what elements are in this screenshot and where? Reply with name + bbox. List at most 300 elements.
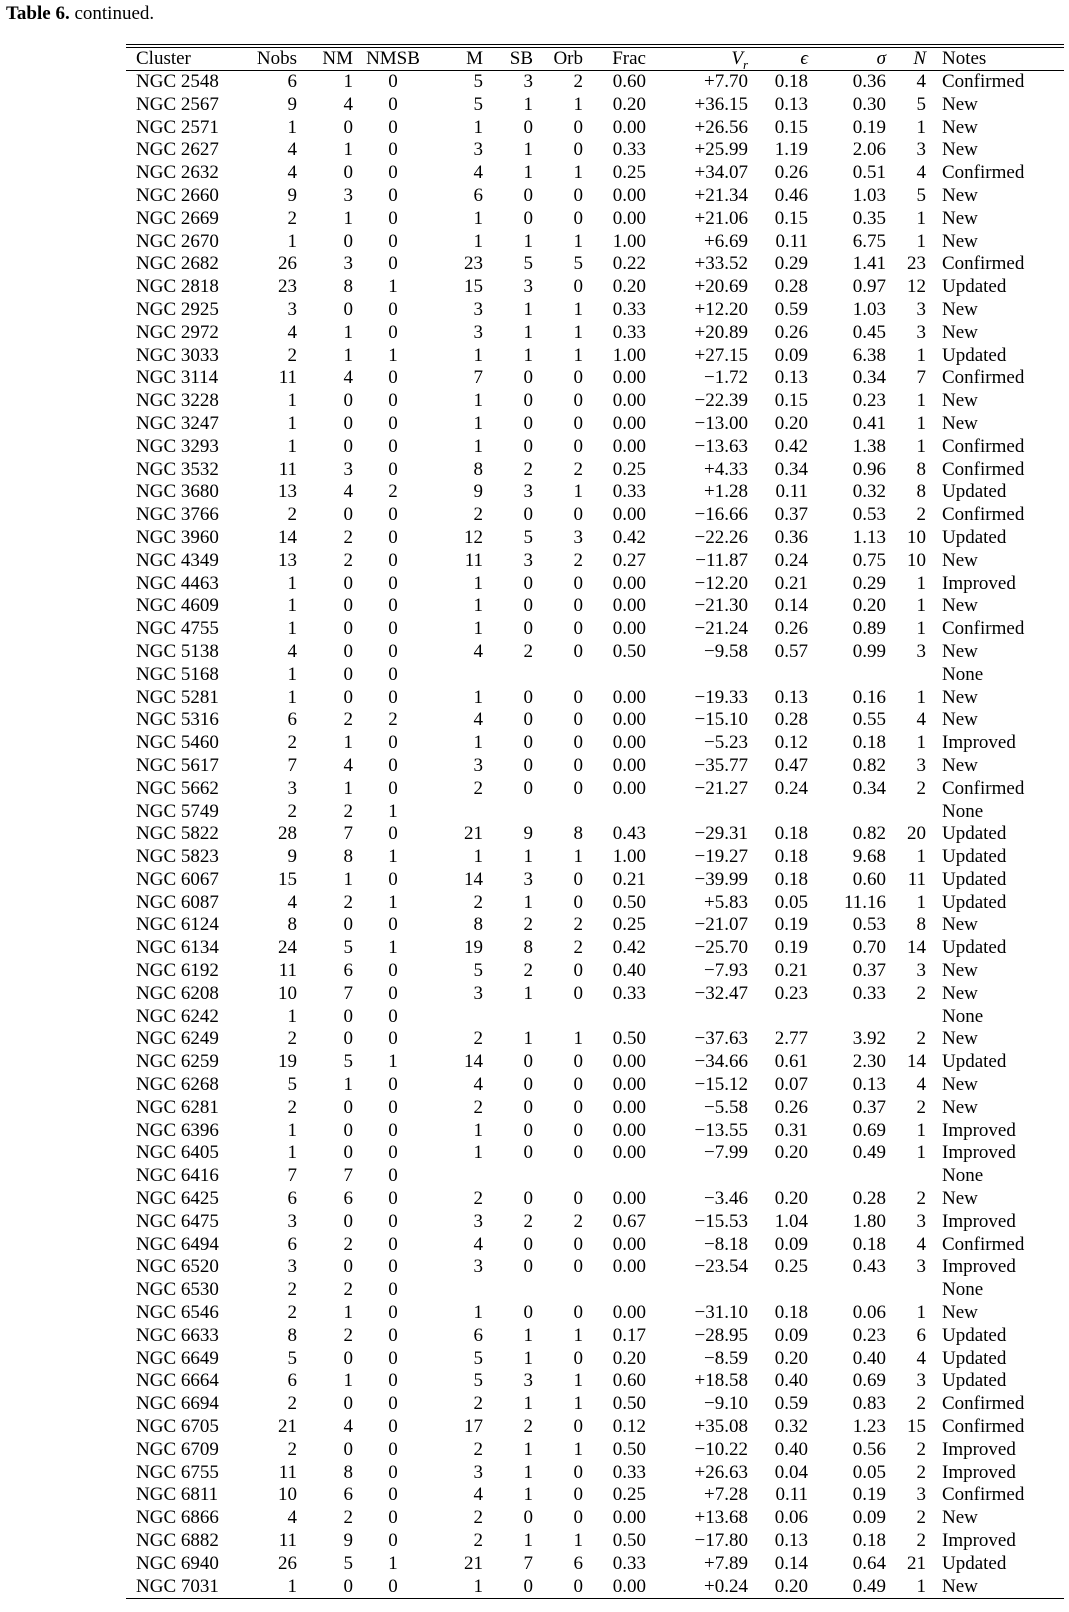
- cell-notes: New: [942, 1096, 978, 1118]
- cell-m: 2: [473, 1393, 483, 1415]
- header-vr: [646, 48, 748, 71]
- cell-orb: 2: [573, 458, 583, 480]
- cell-m: 8: [473, 914, 483, 936]
- cell-vr: −12.20: [694, 572, 748, 594]
- cell-nobs: 1: [287, 1142, 297, 1164]
- cell-frac: 0.00: [612, 754, 646, 776]
- cell-n: 3: [916, 1370, 926, 1392]
- cell-n: 5: [916, 184, 926, 206]
- cell-vr: −28.95: [694, 1324, 748, 1346]
- cell-m: 5: [473, 93, 483, 115]
- cell-epsilon: 0.04: [774, 1461, 808, 1483]
- cell-cluster: NGC 5281: [136, 686, 219, 708]
- cell-sb: 0: [523, 1302, 533, 1324]
- cell-vr: −17.80: [694, 1530, 748, 1551]
- cell-cluster: NGC 6811: [136, 1484, 219, 1506]
- cell-sigma: 0.89: [852, 618, 886, 640]
- cell-sb: 0: [523, 412, 533, 434]
- cell-cluster: NGC 3960: [136, 526, 219, 548]
- cell-nmsb: 0: [388, 1119, 398, 1141]
- cell-cluster: NGC 4755: [136, 618, 219, 640]
- cell-frac: 0.00: [612, 1051, 646, 1073]
- cell-sigma: 0.82: [852, 823, 886, 845]
- table-row: [126, 550, 1064, 573]
- cell-notes: Confirmed: [942, 435, 1025, 457]
- cell-cluster: NGC 6067: [136, 868, 219, 890]
- cell-nm: 0: [343, 1256, 353, 1278]
- cell-orb: 5: [573, 253, 583, 275]
- cell-cluster: NGC 6866: [136, 1507, 219, 1529]
- cell-m: 5: [473, 1370, 483, 1392]
- cell-sb: 0: [523, 709, 533, 731]
- cell-vr: +27.15: [694, 344, 748, 366]
- table-row: [126, 595, 1064, 618]
- cell-orb: 0: [573, 116, 583, 138]
- cell-nmsb: 0: [388, 1484, 398, 1506]
- cell-nm: 8: [343, 1461, 353, 1483]
- cell-notes: New: [942, 230, 978, 252]
- cell-epsilon: 0.21: [774, 572, 808, 594]
- cell-notes: New: [942, 914, 978, 936]
- cell-cluster: NGC 2571: [136, 116, 219, 138]
- cell-nobs: 7: [287, 754, 297, 776]
- cell-nobs: 1: [241, 1576, 297, 1599]
- cell-nm: 0: [343, 640, 353, 662]
- cell-sb: 0: [523, 1096, 533, 1118]
- cell-sigma: 0.37: [852, 1096, 886, 1118]
- cell-epsilon: 0.40: [774, 1370, 808, 1392]
- cell-sb: 0: [523, 595, 533, 617]
- table-row: [126, 1051, 1064, 1074]
- cell-frac: 1.00: [612, 230, 646, 252]
- cell-nm: 0: [343, 116, 353, 138]
- cell-cluster: NGC 6664: [136, 1370, 219, 1392]
- cell-nobs: 1: [287, 663, 297, 685]
- cell-nobs: 2: [287, 732, 297, 754]
- cell-cluster: NGC 5168: [136, 663, 219, 685]
- cell-m: 21: [464, 823, 483, 845]
- cell-nm: 1: [343, 868, 353, 890]
- header-row: [126, 48, 1064, 71]
- cell-nobs: 4: [287, 321, 297, 343]
- cell-epsilon: 0.20: [774, 1347, 808, 1369]
- cell-nm: 0: [343, 1347, 353, 1369]
- cell-epsilon: 0.40: [774, 1438, 808, 1460]
- table-row: [126, 1507, 1064, 1530]
- cell-nm: 4: [343, 1416, 353, 1438]
- cell-notes: Updated: [942, 868, 1007, 890]
- cell-vr: −7.93: [704, 960, 748, 982]
- cell-m: 1: [473, 1119, 483, 1141]
- cell-sigma: 6.38: [852, 344, 886, 366]
- cell-sb: [483, 1165, 533, 1188]
- table-row: [126, 71, 1064, 94]
- cell-notes: New: [942, 1507, 978, 1529]
- cell-sb: 1: [523, 982, 533, 1004]
- cell-frac: 0.00: [612, 184, 646, 206]
- cell-n: 14: [907, 937, 926, 959]
- cell-nmsb: 0: [388, 1393, 398, 1415]
- cell-n: 3: [916, 754, 926, 776]
- cell-orb: 1: [573, 93, 583, 115]
- cell-sb: 2: [523, 1210, 533, 1232]
- cell-nmsb: 0: [388, 1324, 398, 1346]
- cell-m: 2: [473, 1028, 483, 1050]
- header-epsilon: ϵ: [800, 48, 808, 69]
- table-row: [126, 937, 1064, 960]
- cell-orb: 1: [573, 1028, 583, 1050]
- table-row: [126, 345, 1064, 368]
- cell-cluster: NGC 2632: [136, 162, 219, 184]
- cell-orb: 0: [573, 1096, 583, 1118]
- cell-m: 4: [473, 1233, 483, 1255]
- table-row: [126, 253, 1064, 276]
- cell-vr: +21.06: [694, 207, 748, 229]
- cell-orb: 1: [573, 162, 583, 184]
- cell-m: [433, 664, 483, 687]
- cell-epsilon: 0.61: [774, 1051, 808, 1073]
- cell-frac: [583, 1279, 646, 1302]
- table-row: [126, 436, 1064, 459]
- cell-m: [433, 1279, 483, 1302]
- cell-cluster: NGC 5617: [136, 754, 219, 776]
- cell-orb: 0: [573, 412, 583, 434]
- cell-cluster: NGC 6755: [136, 1461, 219, 1483]
- cell-epsilon: 1.04: [774, 1210, 808, 1232]
- cell-sigma: 0.34: [852, 777, 886, 799]
- cell-orb: 0: [573, 640, 583, 662]
- cell-notes: New: [942, 207, 978, 229]
- cell-sb: [483, 1279, 533, 1302]
- cell-frac: 0.25: [612, 1484, 646, 1506]
- cell-nmsb: 1: [388, 937, 398, 959]
- cell-cluster: NGC 3247: [136, 412, 219, 434]
- cell-m: 21: [464, 1552, 483, 1574]
- cell-sigma: 0.43: [852, 1256, 886, 1278]
- cell-n: 14: [907, 1051, 926, 1073]
- table-row: [126, 299, 1064, 322]
- cell-sigma: 6.75: [852, 230, 886, 252]
- cell-notes: Updated: [942, 1324, 1007, 1346]
- cell-m: 6: [473, 1324, 483, 1346]
- cell-cluster: NGC 2670: [136, 230, 219, 252]
- cell-n: 23: [907, 253, 926, 275]
- header-nmsb: NMSB: [366, 48, 420, 69]
- cell-epsilon: 0.31: [774, 1119, 808, 1141]
- cell-orb: 0: [573, 1461, 583, 1483]
- cell-n: 10: [907, 526, 926, 548]
- cell-n: 1: [916, 207, 926, 229]
- cell-sigma: 0.34: [852, 367, 886, 389]
- cell-nmsb: 0: [388, 1165, 398, 1187]
- cell-epsilon: 0.14: [774, 595, 808, 617]
- cell-sigma: 2.30: [852, 1051, 886, 1073]
- cell-nmsb: 0: [388, 1256, 398, 1278]
- cell-m: 7: [473, 367, 483, 389]
- cell-nmsb: 1: [388, 846, 398, 868]
- cell-orb: 0: [573, 1188, 583, 1210]
- cell-nm: 7: [343, 982, 353, 1004]
- cell-nobs: 8: [287, 1324, 297, 1346]
- cell-frac: 0.20: [612, 1347, 646, 1369]
- cell-sb: 1: [523, 1028, 533, 1050]
- cell-sb: [483, 801, 533, 824]
- cell-vr: +13.68: [694, 1507, 748, 1529]
- cell-sigma: 1.23: [852, 1416, 886, 1438]
- cell-vr: +7.70: [704, 71, 748, 92]
- cell-notes: Updated: [942, 846, 1007, 868]
- cell-notes: Confirmed: [942, 253, 1025, 275]
- cell-vr: +33.52: [694, 253, 748, 275]
- cell-vr: −15.53: [694, 1210, 748, 1232]
- header-vr-subscript: r: [742, 56, 748, 72]
- cell-epsilon: 0.11: [775, 481, 808, 503]
- cell-nmsb: 0: [388, 1530, 398, 1551]
- cell-vr: −10.22: [694, 1438, 748, 1460]
- cell-n: 3: [916, 1210, 926, 1232]
- cell-nm: 2: [343, 1324, 353, 1346]
- cell-vr: −8.18: [704, 1233, 748, 1255]
- cell-orb: 2: [573, 549, 583, 571]
- cell-frac: 0.25: [612, 458, 646, 480]
- cell-cluster: NGC 6416: [136, 1165, 219, 1187]
- cell-notes: None: [942, 663, 984, 685]
- cell-nobs: 1: [287, 230, 297, 252]
- cell-cluster: NGC 6192: [136, 960, 219, 982]
- cell-m: 4: [473, 162, 483, 184]
- cell-sb: 0: [523, 116, 533, 138]
- cell-nmsb: 0: [388, 572, 398, 594]
- cell-sigma: [808, 1279, 886, 1302]
- cell-cluster: NGC 3293: [136, 435, 219, 457]
- cell-sb: 7: [523, 1552, 533, 1574]
- cell-vr: −13.63: [694, 435, 748, 457]
- cell-m: 4: [473, 1074, 483, 1096]
- cell-m: 17: [464, 1416, 483, 1438]
- cell-notes: New: [926, 1576, 1064, 1599]
- cell-sigma: 1.03: [852, 298, 886, 320]
- cell-cluster: NGC 2682: [136, 253, 219, 275]
- cell-sb: 0: [523, 572, 533, 594]
- cell-orb: 0: [573, 960, 583, 982]
- cell-sigma: [808, 1006, 886, 1029]
- table-row: [126, 892, 1064, 915]
- cell-sb: 3: [523, 1370, 533, 1392]
- cell-orb: 1: [573, 1393, 583, 1415]
- table-row: [126, 527, 1064, 550]
- cell-m: 1: [473, 1142, 483, 1164]
- cell-notes: Improved: [942, 1142, 1016, 1164]
- cell-frac: 0.00: [612, 367, 646, 389]
- cell-nm: 0: [343, 618, 353, 640]
- cell-n: 3: [916, 960, 926, 982]
- cell-nmsb: 0: [388, 1188, 398, 1210]
- cell-vr: −21.30: [694, 595, 748, 617]
- cell-sb: 8: [523, 937, 533, 959]
- cell-sb: 0: [523, 184, 533, 206]
- cell-m: 2: [473, 1188, 483, 1210]
- cell-nm: 0: [343, 412, 353, 434]
- cell-nmsb: 0: [353, 1576, 433, 1599]
- cell-m: 14: [464, 1051, 483, 1073]
- cell-sigma: 0.19: [852, 1484, 886, 1506]
- cell-frac: 0.00: [612, 1142, 646, 1164]
- cell-frac: 0.17: [612, 1324, 646, 1346]
- cell-nobs: 3: [287, 1210, 297, 1232]
- table-row: [126, 1188, 1064, 1211]
- cell-nobs: 23: [278, 276, 297, 298]
- cell-orb: 0: [573, 868, 583, 890]
- cell-nmsb: 1: [388, 1051, 398, 1073]
- cell-m: 2: [473, 1096, 483, 1118]
- cell-orb: 0: [573, 891, 583, 913]
- cell-sb: 2: [523, 960, 533, 982]
- cell-nm: 6: [343, 960, 353, 982]
- cell-epsilon: 0.21: [774, 960, 808, 982]
- cell-orb: [533, 1006, 583, 1029]
- cell-frac: [583, 1165, 646, 1188]
- cell-nmsb: 0: [388, 1370, 398, 1392]
- cell-n: 1: [916, 732, 926, 754]
- cell-frac: 0.00: [612, 618, 646, 640]
- cell-notes: Updated: [942, 891, 1007, 913]
- cell-notes: Updated: [942, 1347, 1007, 1369]
- cell-notes: Confirmed: [942, 162, 1025, 184]
- cell-frac: 0.00: [612, 572, 646, 594]
- cell-n: 7: [916, 367, 926, 389]
- cell-sigma: 1.03: [852, 184, 886, 206]
- cell-nobs: 2: [287, 1302, 297, 1324]
- cell-m: 1: [473, 686, 483, 708]
- cell-sb: 0: [523, 1233, 533, 1255]
- cell-sb: [483, 1006, 533, 1029]
- cell-vr: +5.83: [704, 891, 748, 913]
- cell-m: 6: [473, 184, 483, 206]
- cell-epsilon: 0.37: [774, 504, 808, 526]
- data-table-container: [126, 44, 1064, 1599]
- cell-notes: Confirmed: [942, 777, 1025, 799]
- cell-n: 2: [916, 1393, 926, 1415]
- table-row: [126, 1302, 1064, 1325]
- cell-nobs: 1: [287, 595, 297, 617]
- cell-sigma: 3.92: [852, 1028, 886, 1050]
- cell-nmsb: 0: [388, 1302, 398, 1324]
- cell-nobs: 14: [278, 526, 297, 548]
- cell-frac: 0.40: [612, 960, 646, 982]
- cell-vr: +36.15: [694, 93, 748, 115]
- cell-nmsb: 0: [388, 754, 398, 776]
- cell-vr: +7.28: [704, 1484, 748, 1506]
- cell-n: 2: [916, 504, 926, 526]
- table-row: [126, 914, 1064, 937]
- table-row: [126, 1028, 1064, 1051]
- header-n: N: [913, 48, 926, 69]
- cell-nmsb: 1: [388, 800, 398, 822]
- cell-frac: 0.25: [612, 162, 646, 184]
- cell-nm: 2: [343, 800, 353, 822]
- cell-sigma: 0.97: [852, 276, 886, 298]
- cell-sigma: 0.19: [852, 116, 886, 138]
- cell-vr: −34.66: [694, 1051, 748, 1073]
- cell-sb: 3: [523, 276, 533, 298]
- cell-m: 2: [473, 504, 483, 526]
- cell-orb: 2: [573, 914, 583, 936]
- cell-cluster: NGC 6709: [136, 1438, 219, 1460]
- cell-sigma: 0.56: [852, 1438, 886, 1460]
- cell-frac: 0.50: [612, 1028, 646, 1050]
- cell-n: 2: [916, 1530, 926, 1551]
- cell-epsilon: [748, 1279, 808, 1302]
- cell-sigma: 0.75: [852, 549, 886, 571]
- table-row: [126, 960, 1064, 983]
- cell-nmsb: 0: [388, 823, 398, 845]
- cell-vr: −19.27: [694, 846, 748, 868]
- cell-frac: 0.25: [612, 914, 646, 936]
- cell-epsilon: [748, 801, 808, 824]
- cell-sb: 3: [523, 481, 533, 503]
- cell-epsilon: [748, 1165, 808, 1188]
- cell-epsilon: [748, 664, 808, 687]
- cell-sigma: 0.30: [852, 93, 886, 115]
- cell-sigma: 0.69: [852, 1119, 886, 1141]
- cell-nobs: 1: [287, 1005, 297, 1027]
- cell-notes: Improved: [942, 1256, 1016, 1278]
- cell-cluster: NGC 6281: [136, 1096, 219, 1118]
- cell-n: 1: [916, 390, 926, 412]
- cell-orb: 0: [573, 367, 583, 389]
- cell-epsilon: [748, 1006, 808, 1029]
- cell-sb: 0: [523, 1051, 533, 1073]
- cell-n: 2: [916, 1096, 926, 1118]
- cell-sb: 0: [523, 732, 533, 754]
- cell-notes: Updated: [942, 481, 1007, 503]
- cell-n: 3: [916, 640, 926, 662]
- cell-sb: 1: [523, 321, 533, 343]
- table-row: [126, 185, 1064, 208]
- cell-frac: 0.00: [612, 1074, 646, 1096]
- cell-vr: +25.99: [694, 139, 748, 161]
- cell-frac: 0.00: [612, 116, 646, 138]
- cell-m: 1: [433, 1576, 483, 1599]
- cell-n: 1: [886, 1576, 926, 1599]
- cell-orb: 0: [573, 1051, 583, 1073]
- cell-vr: +1.28: [704, 481, 748, 503]
- cell-vr: −7.99: [704, 1142, 748, 1164]
- cell-sb: 1: [523, 891, 533, 913]
- cell-nmsb: 0: [388, 549, 398, 571]
- table-row: [126, 1165, 1064, 1188]
- cell-notes: New: [942, 390, 978, 412]
- cell-nobs: 11: [278, 1530, 297, 1551]
- cell-sigma: 0.55: [852, 709, 886, 731]
- cell-n: 3: [916, 1256, 926, 1278]
- cell-frac: 0.00: [612, 207, 646, 229]
- cell-orb: 1: [573, 1530, 583, 1551]
- cell-nobs: 2: [287, 800, 297, 822]
- cell-frac: 0.00: [612, 1096, 646, 1118]
- table-row: [126, 459, 1064, 482]
- cell-epsilon: 0.20: [774, 412, 808, 434]
- cell-sb: 1: [523, 230, 533, 252]
- cell-nm: 0: [343, 663, 353, 685]
- table-row: [126, 208, 1064, 231]
- cell-orb: 0: [573, 777, 583, 799]
- cell-notes: New: [942, 709, 978, 731]
- cell-nobs: 19: [278, 1051, 297, 1073]
- cell-notes: Updated: [942, 1051, 1007, 1073]
- cell-nm: 0: [343, 435, 353, 457]
- cell-notes: Improved: [942, 572, 1016, 594]
